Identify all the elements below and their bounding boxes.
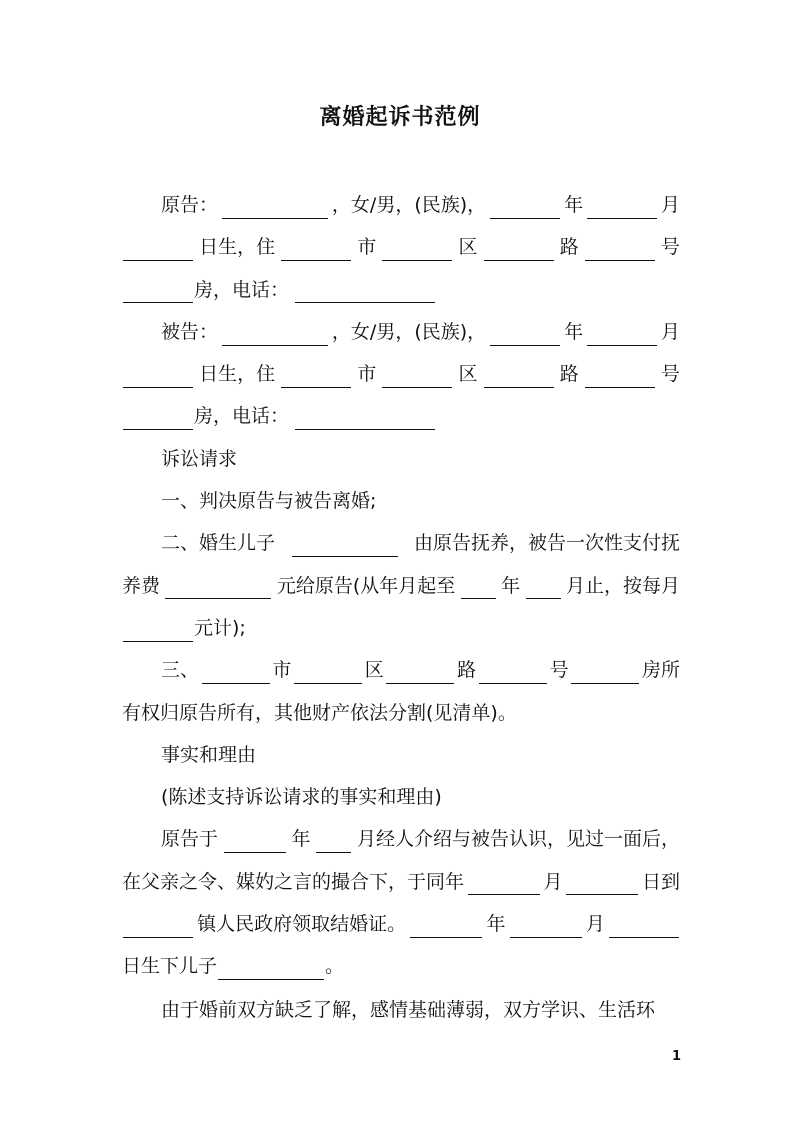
- blank-field[interactable]: [585, 361, 655, 388]
- claim-2-text: 二、婚生儿子: [161, 532, 276, 555]
- blank-field[interactable]: [224, 826, 286, 853]
- claim-3-text: 房所: [641, 659, 680, 682]
- facts-note: [122, 776, 680, 818]
- number-text: 号: [660, 236, 680, 259]
- blank-field[interactable]: [218, 953, 324, 980]
- facts-line-5: [122, 989, 680, 1031]
- claim-2-text: 养费: [122, 574, 161, 597]
- facts-text: 年: [291, 828, 311, 851]
- road-text: 路: [559, 236, 579, 259]
- claim-3-text: 路: [457, 659, 477, 682]
- facts-text: 在父亲之令、媒妁之言的撮合下，于同年: [122, 870, 465, 893]
- blank-field[interactable]: [484, 361, 554, 388]
- facts-heading-text: 事实和理由: [161, 743, 257, 766]
- claim-2-line-3: [122, 607, 680, 649]
- plaintiff-line-3: [122, 269, 680, 311]
- document-title: 离婚起诉书范例: [319, 105, 481, 130]
- blank-field[interactable]: [123, 361, 193, 388]
- facts-text: 月经人介绍与被告认识，见过一面后，: [356, 828, 680, 851]
- blank-field[interactable]: [165, 572, 271, 599]
- facts-line-2: [122, 861, 680, 903]
- gender-text: ，女/男，(民族)，: [331, 194, 487, 216]
- blank-field[interactable]: [382, 234, 452, 261]
- city-text: 市: [357, 363, 377, 386]
- blank-field[interactable]: [295, 276, 435, 303]
- room-phone-text: 房，电话：: [194, 405, 290, 428]
- facts-text: 由于婚前双方缺乏了解，感情基础薄弱，双方学识、生活环: [161, 998, 656, 1021]
- blank-field[interactable]: [468, 868, 540, 895]
- month-text: 月: [660, 194, 680, 216]
- blank-field[interactable]: [222, 192, 328, 219]
- claim-2-text: 元计);: [194, 616, 246, 639]
- number-text: 号: [660, 363, 680, 386]
- blank-field[interactable]: [510, 911, 582, 938]
- claim-1-text: 一、判决原告与被告离婚;: [161, 490, 377, 513]
- blank-field[interactable]: [587, 192, 657, 219]
- claim-3-text: 有权归原告所有，其他财产依法分割(见清单)。: [122, 701, 517, 724]
- blank-field[interactable]: [587, 319, 657, 346]
- blank-field[interactable]: [123, 276, 193, 303]
- claim-2-text: 月止，按每月: [565, 574, 680, 597]
- facts-text: 镇人民政府领取结婚证。: [197, 913, 407, 936]
- claims-heading: [122, 438, 680, 480]
- plaintiff-line-2: [122, 226, 680, 268]
- plaintiff-line-1: [122, 184, 680, 226]
- district-text: 区: [458, 363, 478, 386]
- blank-field[interactable]: [294, 657, 362, 684]
- claim-3-text: 号: [549, 659, 569, 682]
- facts-heading: [122, 734, 680, 776]
- facts-text: 年: [486, 913, 506, 936]
- facts-text: 日生下儿子: [122, 955, 218, 978]
- blank-field[interactable]: [490, 192, 560, 219]
- plaintiff-label: 原告：: [161, 194, 219, 216]
- facts-line-4: [122, 945, 680, 987]
- blank-field[interactable]: [571, 657, 639, 684]
- blank-field[interactable]: [222, 319, 328, 346]
- claims-heading-text: 诉讼请求: [161, 447, 238, 470]
- facts-text: 原告于: [161, 828, 219, 851]
- facts-text: 。: [325, 955, 345, 978]
- gender-text: ，女/男，(民族)，: [331, 320, 487, 343]
- year-text: 年: [564, 320, 584, 343]
- blank-field[interactable]: [281, 361, 351, 388]
- blank-field[interactable]: [123, 403, 193, 430]
- claim-3-line-2: [122, 692, 680, 734]
- claim-2-text: 年: [501, 574, 521, 597]
- blank-field[interactable]: [202, 657, 270, 684]
- facts-text: 日到: [641, 870, 680, 893]
- claim-1: [122, 480, 680, 522]
- room-phone-text: 房，电话：: [194, 278, 290, 301]
- claim-3-text: 三、: [161, 659, 200, 682]
- blank-field[interactable]: [484, 234, 554, 261]
- blank-field[interactable]: [461, 572, 496, 599]
- born-live-text: 日生，住: [199, 236, 276, 259]
- blank-field[interactable]: [123, 911, 193, 938]
- born-live-text: 日生，住: [199, 363, 276, 386]
- blank-field[interactable]: [295, 403, 435, 430]
- blank-field[interactable]: [526, 572, 561, 599]
- defendant-label: 被告：: [161, 320, 219, 343]
- road-text: 路: [559, 363, 579, 386]
- claim-3-text: 区: [364, 659, 384, 682]
- claim-2-line-2: [122, 565, 680, 607]
- defendant-line-2: [122, 353, 680, 395]
- blank-field[interactable]: [382, 361, 452, 388]
- page-number: 1: [672, 1049, 682, 1064]
- blank-field[interactable]: [566, 868, 638, 895]
- facts-note-text: (陈述支持诉讼请求的事实和理由): [161, 786, 442, 809]
- claim-2-text: 由原告抚养，被告一次性支付抚: [413, 532, 680, 555]
- claim-2-text: 元给原告(从年月起至: [276, 574, 456, 597]
- blank-field[interactable]: [123, 615, 193, 642]
- blank-field[interactable]: [585, 234, 655, 261]
- facts-line-1: [122, 818, 680, 860]
- blank-field[interactable]: [410, 911, 482, 938]
- blank-field[interactable]: [609, 911, 679, 938]
- facts-text: 月: [543, 870, 563, 893]
- year-text: 年: [564, 194, 584, 216]
- facts-text: 月: [585, 913, 605, 936]
- blank-field[interactable]: [281, 234, 351, 261]
- city-text: 市: [357, 236, 377, 259]
- blank-field[interactable]: [316, 826, 351, 853]
- blank-field[interactable]: [386, 657, 454, 684]
- document-body: [122, 184, 680, 1031]
- claim-3-line-1: [122, 649, 680, 691]
- defendant-line-3: [122, 395, 680, 437]
- defendant-line-1: [122, 311, 680, 353]
- blank-field[interactable]: [479, 657, 547, 684]
- claim-3-text: 市: [272, 659, 292, 682]
- facts-line-3: [122, 903, 680, 945]
- blank-field[interactable]: [490, 319, 560, 346]
- blank-field[interactable]: [123, 234, 193, 261]
- district-text: 区: [458, 236, 478, 259]
- blank-field[interactable]: [292, 530, 398, 557]
- claim-2-line-1: [122, 522, 680, 564]
- month-text: 月: [660, 320, 680, 343]
